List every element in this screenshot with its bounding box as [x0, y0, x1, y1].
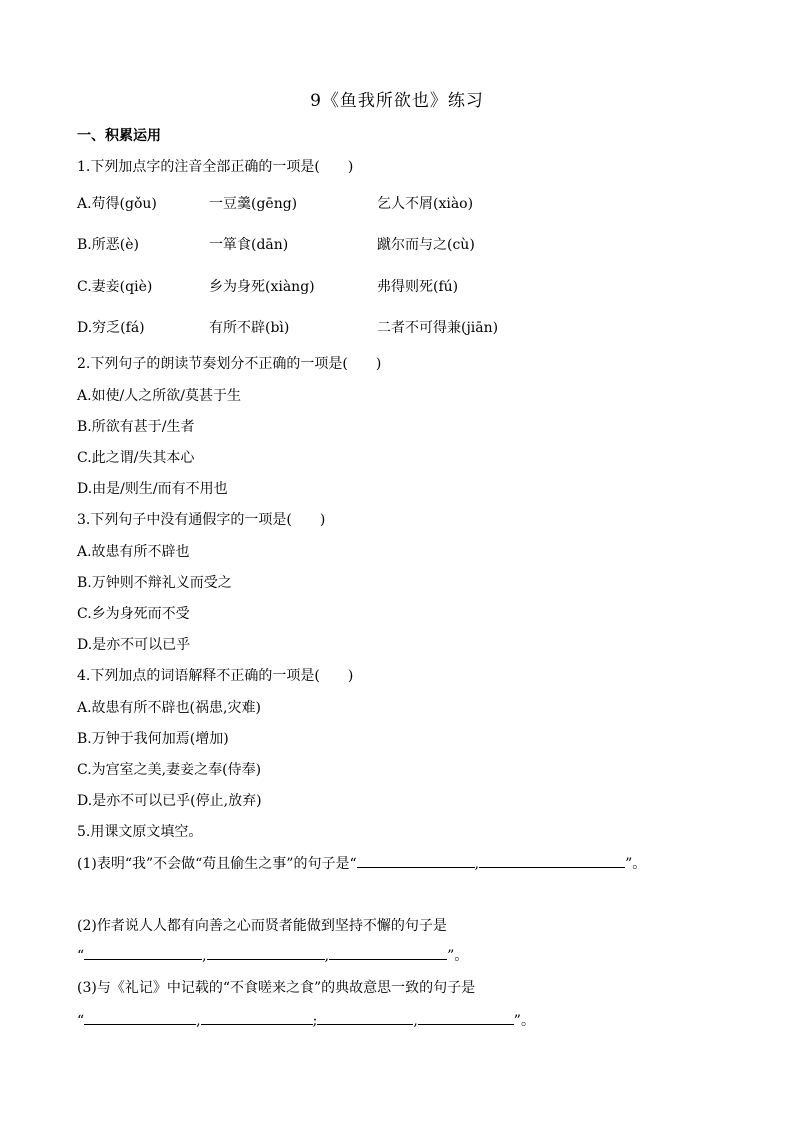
q1-a-2: 一豆羹(gēng): [209, 196, 298, 212]
q1-c-2: 乡为身死(xiàng): [209, 279, 315, 295]
q5-part3-blanks: [77, 1010, 535, 1030]
q5-p1-blank-2[interactable]: [479, 853, 625, 868]
q1-b-2: 一箪食(dān): [209, 237, 289, 253]
q5-stem: 5.用课文原文填空。: [77, 824, 203, 840]
q5-part1: [77, 853, 646, 873]
q3-option-a: A.故患有所不辟也: [77, 544, 190, 560]
section-heading: 一、积累运用: [77, 128, 161, 144]
q1-a-1: A.苟得(gǒu): [77, 196, 157, 212]
q3-option-b: B.万钟则不辩礼义而受之: [77, 575, 232, 591]
q5-p3-blank-2[interactable]: [201, 1010, 313, 1025]
q5-p2-blank-3[interactable]: [329, 945, 447, 960]
q1-d-2: 有所不辟(bì): [209, 320, 290, 336]
page-title: 9《鱼我所欲也》练习: [310, 91, 484, 111]
q5-p2-close: ”。: [447, 948, 469, 964]
q1-a-3: 乞人不屑(xiào): [377, 196, 474, 212]
q3-option-c: C.乡为身死而不受: [77, 606, 190, 622]
q2-option-a: A.如使/人之所欲/莫甚于生: [77, 388, 241, 404]
q4-stem: 4.下列加点的词语解释不正确的一项是( ): [77, 668, 354, 684]
q5-p2-blank-1[interactable]: [84, 945, 202, 960]
q1-b-1: B.所恶(è): [77, 237, 139, 253]
q5-p3-blank-4[interactable]: [418, 1010, 514, 1025]
q5-part2-blanks: [77, 945, 468, 965]
q1-d-3: 二者不可得兼(jiān): [377, 320, 499, 336]
q5-p3-close: ”。: [513, 1013, 535, 1029]
q4-option-c: C.为宫室之美,妻妾之奉(侍奉): [77, 762, 262, 778]
q5-p2-comma-2: ,: [324, 948, 330, 964]
q3-stem: 3.下列句子中没有通假字的一项是( ): [77, 512, 326, 528]
q4-option-a: A.故患有所不辟也(祸患,灾难): [77, 700, 261, 716]
q5-p2-blank-2[interactable]: [207, 945, 325, 960]
q1-c-3: 弗得则死(fú): [377, 279, 459, 295]
q1-d-1: D.穷乏(fá): [77, 320, 145, 336]
q3-option-d: D.是亦不可以已乎: [77, 637, 191, 653]
q1-c-1: C.妻妾(qiè): [77, 279, 153, 295]
q5-p1-prefix: (1)表明“我”不会做“苟且偷生之事”的句子是“: [77, 856, 357, 872]
q5-p3-semicolon: ;: [312, 1013, 318, 1029]
q5-p2-open: “: [77, 948, 85, 964]
q2-option-c: C.此之谓/失其本心: [77, 450, 195, 466]
q5-p3-comma-2: ,: [413, 1013, 418, 1029]
q5-p1-close: ”。: [625, 856, 647, 872]
q4-option-d: D.是亦不可以已乎(停止,放弃): [77, 793, 262, 809]
q5-p3-comma-1: ,: [196, 1013, 201, 1029]
q2-stem: 2.下列句子的朗读节奏划分不正确的一项是( ): [77, 356, 382, 372]
q2-option-d: D.由是/则生/而有不用也: [77, 481, 228, 497]
q5-part2: (2)作者说人人都有向善之心而贤者能做到坚持不懈的句子是: [77, 918, 447, 934]
q5-p3-blank-1[interactable]: [84, 1010, 196, 1025]
q5-p3-blank-3[interactable]: [317, 1010, 413, 1025]
q5-p2-comma-1: ,: [202, 948, 207, 964]
q1-b-3: 蹴尔而与之(cù): [377, 237, 475, 253]
q5-part3: (3)与《礼记》中记载的“不食嗟来之食”的典故意思一致的句子是: [77, 980, 476, 996]
q1-stem: 1.下列加点字的注音全部正确的一项是( ): [77, 159, 354, 175]
q5-p1-blank-1[interactable]: [357, 853, 475, 868]
q5-p1-comma: ,: [474, 856, 480, 872]
q2-option-b: B.所欲有甚于/生者: [77, 419, 195, 435]
q4-option-b: B.万钟于我何加焉(增加): [77, 731, 229, 747]
q5-p3-open: “: [77, 1013, 85, 1029]
